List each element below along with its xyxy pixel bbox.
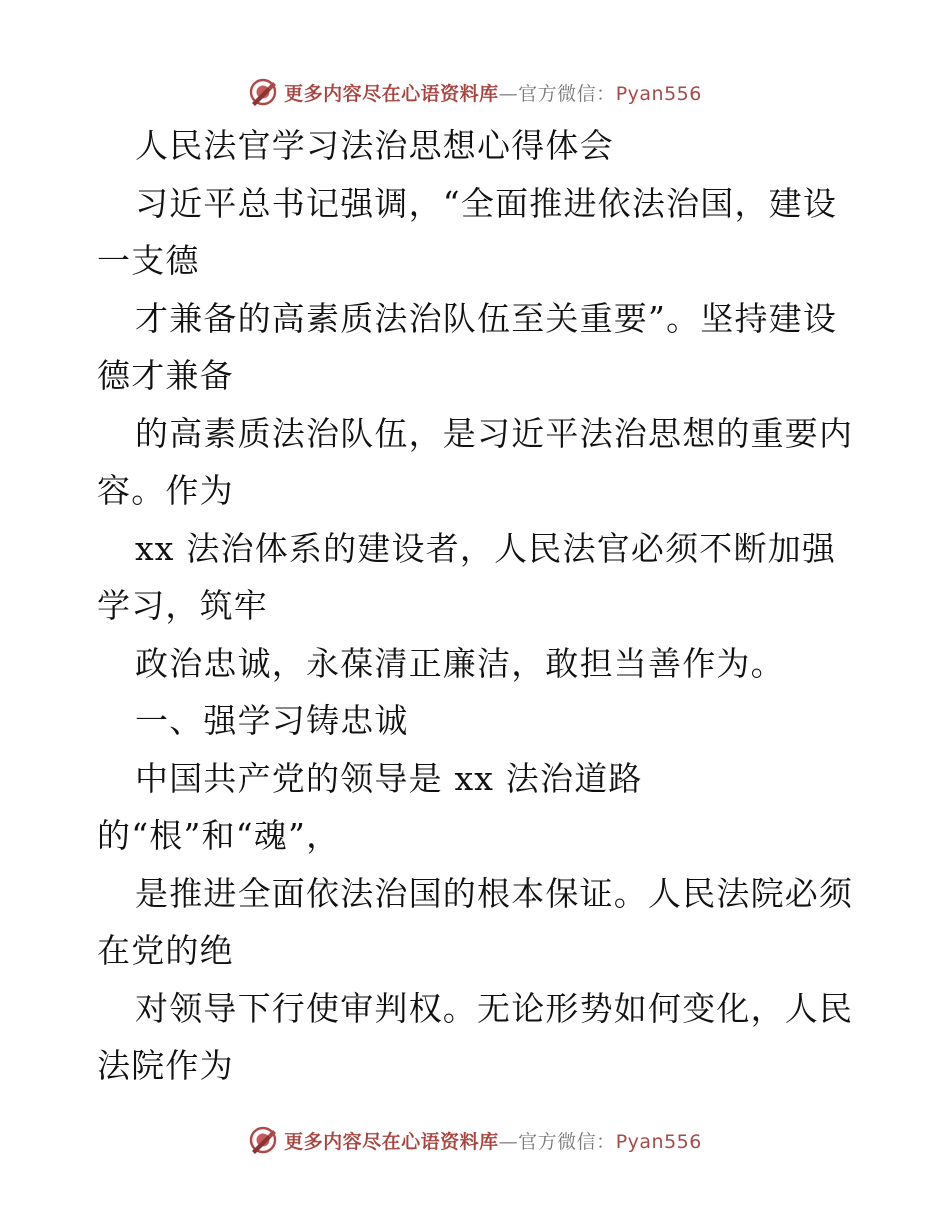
- text-line: 对领导下行使审判权。无论形势如何变化，人民: [135, 988, 854, 1028]
- text-line: 的高素质法治队伍，是习近平法治思想的重要内: [135, 413, 854, 453]
- text-line: 政治忠诚，永葆清正廉洁，敢担当善作为。: [135, 643, 785, 683]
- watermark-separator: —: [498, 1130, 519, 1153]
- text-line: xx 法治体系的建设者，人民法官必须不断加强: [135, 528, 837, 568]
- watermark-separator: —: [498, 82, 519, 105]
- text-line: 学习，筑牢: [97, 586, 268, 625]
- text-line: 中国共产党的领导是 xx 法治道路: [135, 758, 643, 798]
- watermark-text: [284, 1127, 702, 1154]
- pen-seal-logo-icon: [248, 77, 278, 107]
- text-line: 习近平总书记强调，“全面推进依法治国，建设: [135, 183, 838, 223]
- watermark-wechat-label: 官方微信：: [518, 1130, 616, 1153]
- text-line: 法院作为: [97, 1046, 234, 1085]
- watermark-text: [284, 79, 702, 106]
- text-line: 人民法官学习法治思想心得体会: [135, 126, 614, 165]
- text-line: 是推进全面依法治国的根本保证。人民法院必须: [135, 873, 854, 913]
- watermark-wechat-id: Pyan556: [615, 82, 702, 105]
- watermark-wechat-id: Pyan556: [615, 1130, 702, 1153]
- watermark-site-name: 更多内容尽在心语资料库: [284, 82, 499, 105]
- text-line: 才兼备的高素质法治队伍至关重要”。坚持建设: [135, 298, 838, 338]
- watermark-site-name: 更多内容尽在心语资料库: [284, 1130, 499, 1153]
- footer-watermark: [0, 1118, 950, 1162]
- text-line: 的“根”和“魂”，: [97, 816, 341, 855]
- text-line: 德才兼备: [97, 356, 234, 395]
- header-watermark: [0, 70, 950, 114]
- text-line: 在党的绝: [97, 931, 234, 970]
- watermark-wechat-label: 官方微信：: [518, 82, 616, 105]
- pen-seal-logo-icon: [248, 1125, 278, 1155]
- text-line: 容。作为: [97, 471, 234, 510]
- document-body: [97, 117, 857, 1095]
- text-line: 一、强学习铸忠诚: [135, 701, 409, 740]
- text-line: 一支德: [97, 241, 200, 280]
